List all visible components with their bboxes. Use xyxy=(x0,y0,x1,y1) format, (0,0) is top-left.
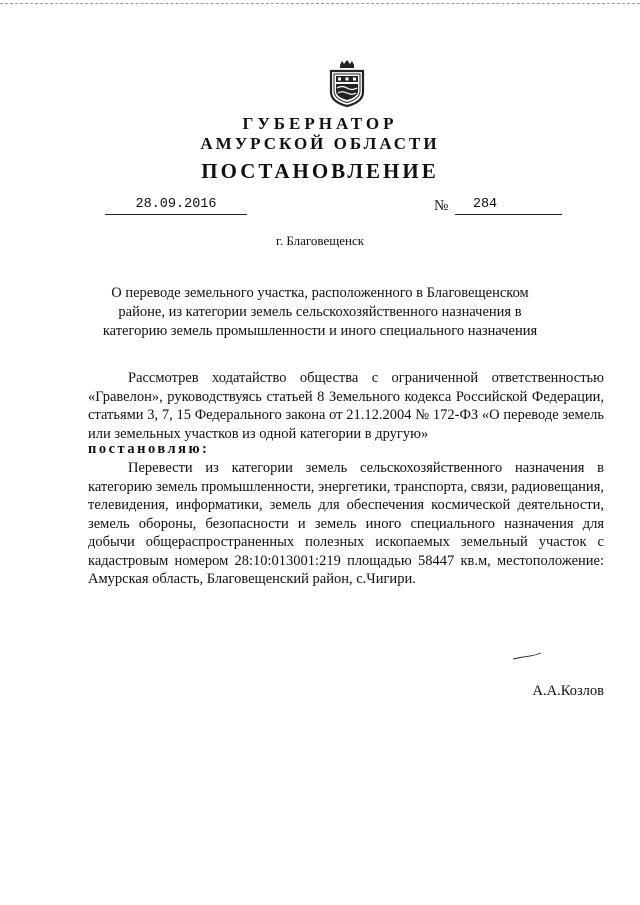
preamble-paragraph: Рассмотрев ходатайство общества с ограниченной ответственностью «Гравелон», руководствуясь статьей 8 Земельного кодекса Российской Федерации, статьями 3, 7, 15 Федерального закона от 21.12.2004 № 172-ФЗ «О переводе земель или земельных участков из одной категории в другую» xyxy=(88,370,604,442)
document-number: 284 xyxy=(472,197,498,212)
scan-top-edge xyxy=(0,3,640,4)
signature-mark xyxy=(512,650,542,662)
document-city: г. Благовещенск xyxy=(275,233,365,248)
header-governor: ГУБЕРНАТОР xyxy=(242,114,398,133)
number-underline xyxy=(455,214,562,215)
signer-name: А.А.Козлов xyxy=(532,683,604,699)
document-subject: О переводе земельного участка, расположенного в Благовещенском районе, из категории земель сельскохозяйственного назначения в категорию земель промышленности и иного специального назначения xyxy=(102,285,538,339)
document-date: 28.09.2016 xyxy=(135,197,217,212)
header-region: АМУРСКОЙ ОБЛАСТИ xyxy=(200,134,440,153)
date-underline xyxy=(105,214,247,215)
number-sign: № xyxy=(434,198,449,214)
coat-of-arms-emblem-icon xyxy=(328,58,366,108)
decision-paragraph: Перевести из категории земель сельскохозяйственного назначения в категорию земель промышленности, энергетики, транспорта, связи, радиовещания, телевидения, информатики, земель для обеспечения космической деятельности, земель обороны, безопасности и земель иного специального назначения для добычи общераспространенных полезных ископаемых земельный участок с кадастровым номером 28:10:013001:219 площадью 58447 кв.м, местоположение: Амурская область, Благовещенский район, с.Чигири. xyxy=(88,460,604,587)
decree-word: постановляю: xyxy=(88,441,210,457)
document-type-title: ПОСТАНОВЛЕНИЕ xyxy=(201,159,439,183)
